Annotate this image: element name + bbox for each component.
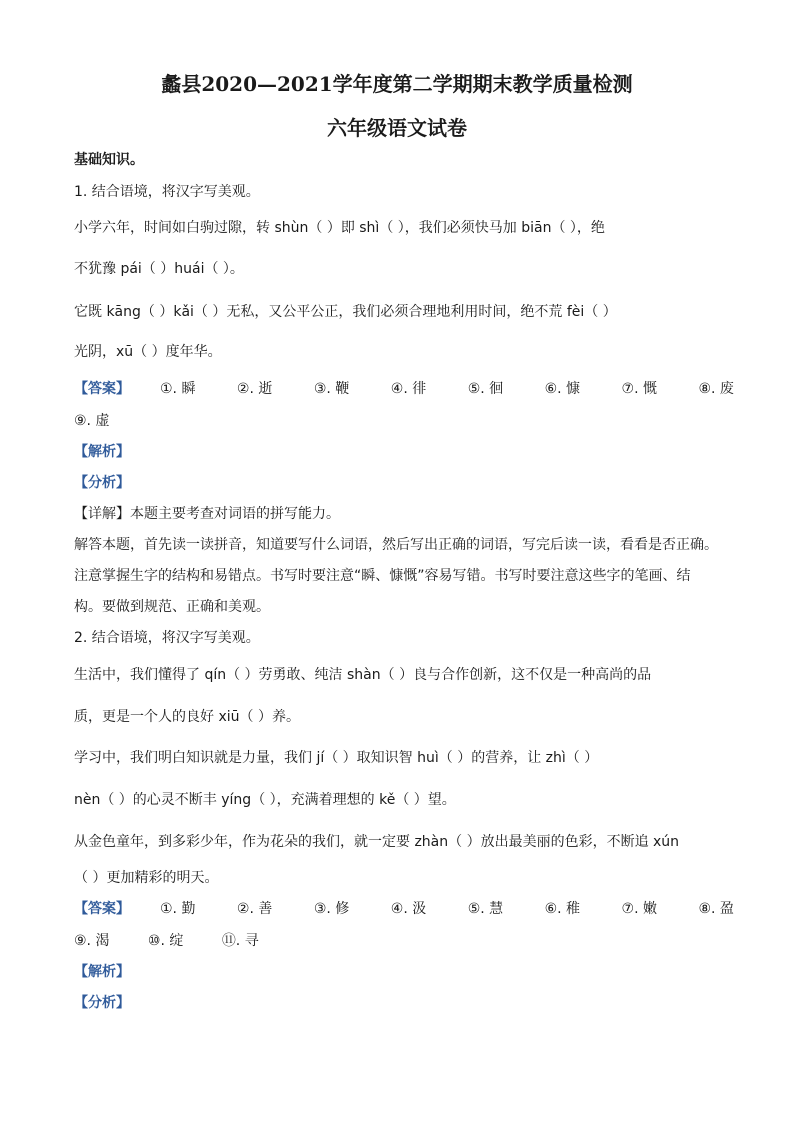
- q2-answer-row: [74, 899, 734, 919]
- q2-text-line: nèn（ ）的心灵不断丰 yíng（ ），充满着理想的 kě（ ）望。: [74, 792, 456, 808]
- answer-item: ⑧. 废: [698, 381, 734, 397]
- answer-item: ③. 修: [313, 901, 350, 917]
- q2-text-line: （ ）更加精彩的明天。: [74, 870, 219, 886]
- q1-text-line: 不犹豫 pái（ ）huái（ ）。: [74, 261, 244, 277]
- analysis-label: 【解析】: [74, 964, 130, 980]
- answer-item: ②. 善: [236, 901, 273, 917]
- explanation-paragraph: 构。要做到规范、正确和美观。: [74, 599, 270, 615]
- q2-text-line: 生活中，我们懂得了 qín（ ）劳勇敢、纯洁 shàn（ ）良与合作创新，这不仅是一种高尚的品: [74, 667, 652, 683]
- page-subtitle: 六年级语文试卷: [327, 116, 467, 140]
- analysis-label: 【解析】: [74, 444, 130, 460]
- explanation-paragraph: 注意掌握生字的结构和易错点。书写时要注意“瞬、慷慨”容易写错。书写时要注意这些字的笔画、结: [74, 568, 691, 584]
- answer-item: ⑩. 绽: [147, 933, 184, 949]
- q1-prompt: 1. 结合语境，将汉字写美观。: [74, 184, 260, 200]
- q2-prompt: 2. 结合语境，将汉字写美观。: [74, 630, 260, 646]
- answer-item: ⑤. 徊: [467, 381, 504, 397]
- answer-item: ②. 逝: [236, 381, 273, 397]
- answer-item: ④. 汲: [390, 901, 427, 917]
- answer-item: ⑨. 渴: [74, 933, 110, 949]
- q1-answer-row: [74, 379, 734, 399]
- answer-item: ①. 勤: [160, 901, 196, 917]
- answer-item: ④. 徘: [390, 381, 427, 397]
- q1-text-line: 它既 kāng（ ）kǎi（ ）无私，又公平公正，我们必须合理地利用时间，绝不荒 fèi（ ）: [74, 304, 617, 320]
- q1-text-line: 光阴，xū（ ）度年华。: [74, 344, 222, 360]
- fenxi-label: 【分析】: [74, 995, 130, 1011]
- answer-item: ⑧. 盈: [698, 901, 734, 917]
- q1-text-line: 小学六年，时间如白驹过隙，转 shùn（ ）即 shì（ ），我们必须快马加 biān（ ），绝: [74, 220, 605, 236]
- fenxi-label: 【分析】: [74, 475, 130, 491]
- answer-item: ⑦. 嫩: [621, 901, 657, 917]
- answer-label: 【答案】: [74, 381, 130, 397]
- detail-text: 【详解】本题主要考查对词语的拼写能力。: [74, 506, 340, 522]
- q2-text-line: 学习中，我们明白知识就是力量，我们 jí（ ）取知识智 huì（ ）的营养，让 zhì（ ）: [74, 750, 599, 766]
- answer-item: ⑦. 慨: [621, 381, 657, 397]
- q2-text-line: 质，更是一个人的良好 xiū（ ）养。: [74, 709, 300, 725]
- page-title: 蠡县2020—2021学年度第二学期期末教学质量检测: [161, 72, 633, 96]
- answer-label: 【答案】: [74, 901, 130, 917]
- q1-answer-row-cont: [74, 411, 143, 431]
- answer-item: ①. 瞬: [160, 381, 196, 397]
- answer-item: ⑥. 稚: [544, 901, 581, 917]
- q2-answer-row-cont: [74, 931, 293, 951]
- answer-item: ⑤. 慧: [467, 901, 504, 917]
- answer-item: ⑥. 慷: [544, 381, 581, 397]
- q2-text-line: 从金色童年，到多彩少年，作为花朵的我们，就一定要 zhàn（ ）放出最美丽的色彩，不断追 xún: [74, 834, 680, 850]
- answer-item: ⑨. 虚: [74, 413, 110, 429]
- explanation-paragraph: 解答本题，首先读一读拼音，知道要写什么词语，然后写出正确的词语，写完后读一读，看看是否正确。: [74, 537, 718, 553]
- section-heading: 基础知识。: [74, 152, 144, 168]
- answer-item: ③. 鞭: [313, 381, 350, 397]
- answer-item: ⑪. 寻: [221, 933, 259, 949]
